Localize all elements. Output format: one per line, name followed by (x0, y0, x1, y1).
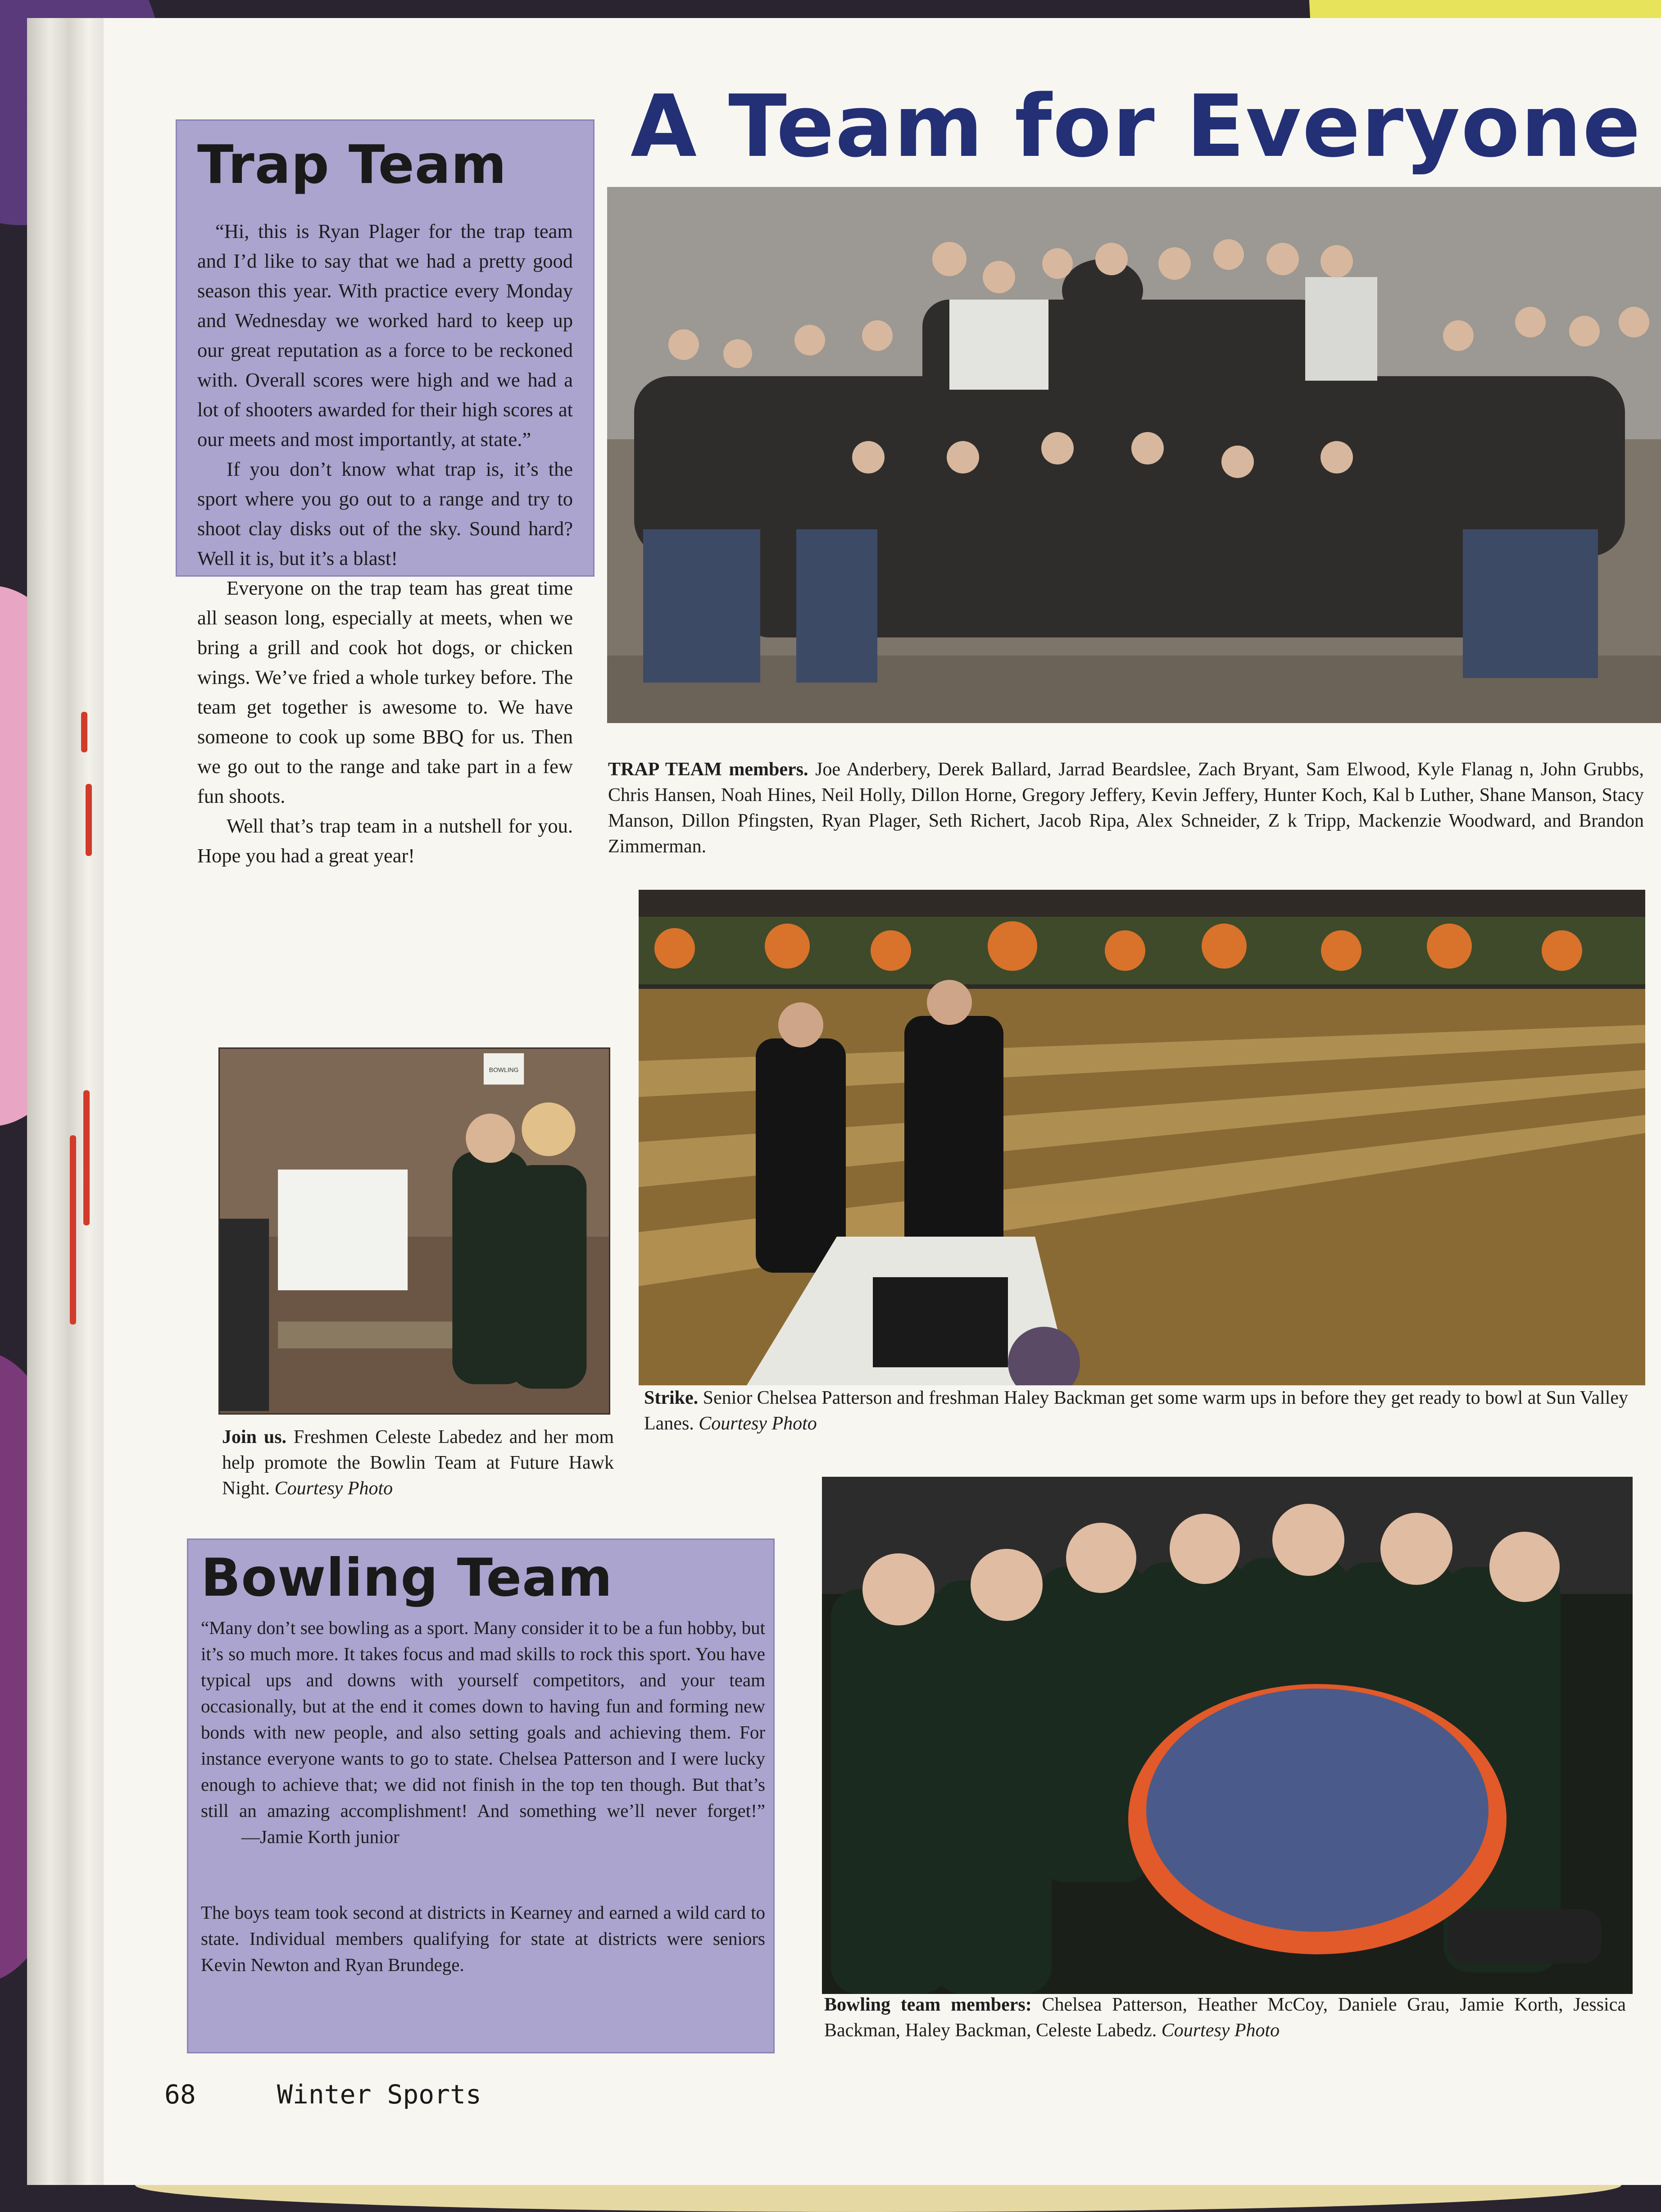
caption-credit: Courtesy Photo (274, 1478, 393, 1499)
trap-team-heading: Trap Team (197, 133, 507, 196)
bowling-team-box (187, 1538, 775, 2053)
bowling-team-photo-illustration (822, 1477, 1633, 1994)
trap-team-photo-illustration (607, 187, 1661, 723)
caption-text: Chelsea Patterson, Heather McCoy, Daniele Grau, Jamie Korth, Jessica Backman, Haley Backman, Celeste Labedz. (824, 1994, 1626, 2041)
caption-text: Senior Chelsea Patterson and freshman Haley Backman get some warm ups in before they get ready to bowl at Sun Valley Lanes. (644, 1388, 1629, 1434)
spine-scribble (81, 712, 87, 752)
bowling-quote-attribution: —Jamie Korth junior (241, 1826, 399, 1847)
page-spine (27, 18, 104, 2185)
caption-text: Joe Anderbery, Derek Ballard, Jarrad Beardslee, Zach Bryant, Sam Elwood, Kyle Flanag n, John Grubbs, Chris Hansen, Noah Hines, Neil Holly, Dillon Horne, Gregory Jeffery, Kevin Jeffery, Hunter Koch, Kal b Luther, Shane Manson, Stacy Manson, Dillon Pfingsten, Ryan Plager, Seth Richert, Jacob Ripa, Alex Schneider, Z k Tripp, Mackenzie Woodward, and Brandon Zimmerman. (608, 759, 1644, 857)
trap-team-caption (608, 757, 1644, 860)
section-name: Winter Sports (277, 2079, 481, 2110)
page-folio (164, 2079, 481, 2110)
spine-scribble (86, 784, 92, 856)
caption-text: Freshmen Celeste Labedez and her mom help promote the Bowlin Team at Future Hawk Night. (222, 1427, 614, 1499)
bowling-team-quote (201, 1615, 765, 1850)
caption-lead: Strike. (644, 1388, 699, 1408)
caption-lead: TRAP TEAM members. (608, 759, 808, 780)
bowling-quote-text: “Many don’t see bowling as a sport. Many consider it to be a fun hobby, but it’s so much more. It takes focus and mad skills to rock this sport. You have typical ups and downs with yourself competitors, and your team occasionally, but at the end it comes down to having fun and forming new bonds with new people, and also setting goals and achieving them. For instance everyone wants to go to state. Chelsea Patterson and I were lucky enough to achieve that; we did not finish in the top ten though. But that’s still an amazing accomplishment! And something we’ll never forget!” (201, 1617, 765, 1821)
caption-lead: Bowling team members: (824, 1994, 1032, 2015)
spine-scribble (83, 1090, 90, 1225)
caption-credit: Courtesy Photo (699, 1413, 817, 1434)
bowling-boys-note: The boys team took second at districts in Kearney and earned a wild card to state. Individual members qualifying for state at districts were seniors Kevin Newton and Ryan Brundege. (201, 1902, 765, 1975)
trap-paragraph: “Hi, this is Ryan Plager for the trap team and I’d like to say that we had a pretty good season this year. With practice every Monday and Wednesday we worked hard to keep up our great reputation as a force to be reckoned with. Overall scores were high and we had a lot of shooters awarded for their high scores at our meets and most importantly, at state.” (197, 220, 573, 451)
page-title: A Team for Everyone (631, 77, 1642, 176)
trap-paragraph: Everyone on the trap team has great time all season long, especially at meets, when we bring a grill and cook hot dogs, or chicken wings. We’ve fried a whole turkey before. The team get together is awesome to. We have someone to cook up some BBQ for us. Then we go out to the range and take part in a few fun shoots. (197, 577, 573, 807)
page-number: 68 (164, 2079, 196, 2110)
bowling-booth-photo (218, 1047, 610, 1415)
trap-team-story (197, 216, 573, 870)
bowling-team-heading: Bowling Team (201, 1547, 613, 1608)
bowling-lanes-photo-illustration (639, 890, 1645, 1385)
strike-caption (644, 1385, 1635, 1437)
bowling-lanes-photo (639, 890, 1645, 1385)
caption-lead: Join us. (222, 1427, 287, 1447)
spine-scribble (70, 1135, 76, 1324)
caption-credit: Courtesy Photo (1161, 2020, 1280, 2041)
bowling-booth-photo-illustration (220, 1049, 609, 1413)
trap-team-photo (607, 187, 1661, 723)
booth-sign-text: BOWLING (489, 1066, 519, 1074)
bowling-team-photo (822, 1477, 1633, 1994)
bowling-team-caption (824, 1992, 1626, 2044)
trap-team-box (176, 119, 595, 867)
join-us-caption (222, 1425, 614, 1502)
trap-paragraph: Well that’s trap team in a nutshell for you. Hope you had a great year! (197, 815, 573, 867)
trap-paragraph: If you don’t know what trap is, it’s the sport where you go out to a range and try to shoot clay disks out of the sky. Sound hard? Well it is, but it’s a blast! (197, 458, 573, 569)
